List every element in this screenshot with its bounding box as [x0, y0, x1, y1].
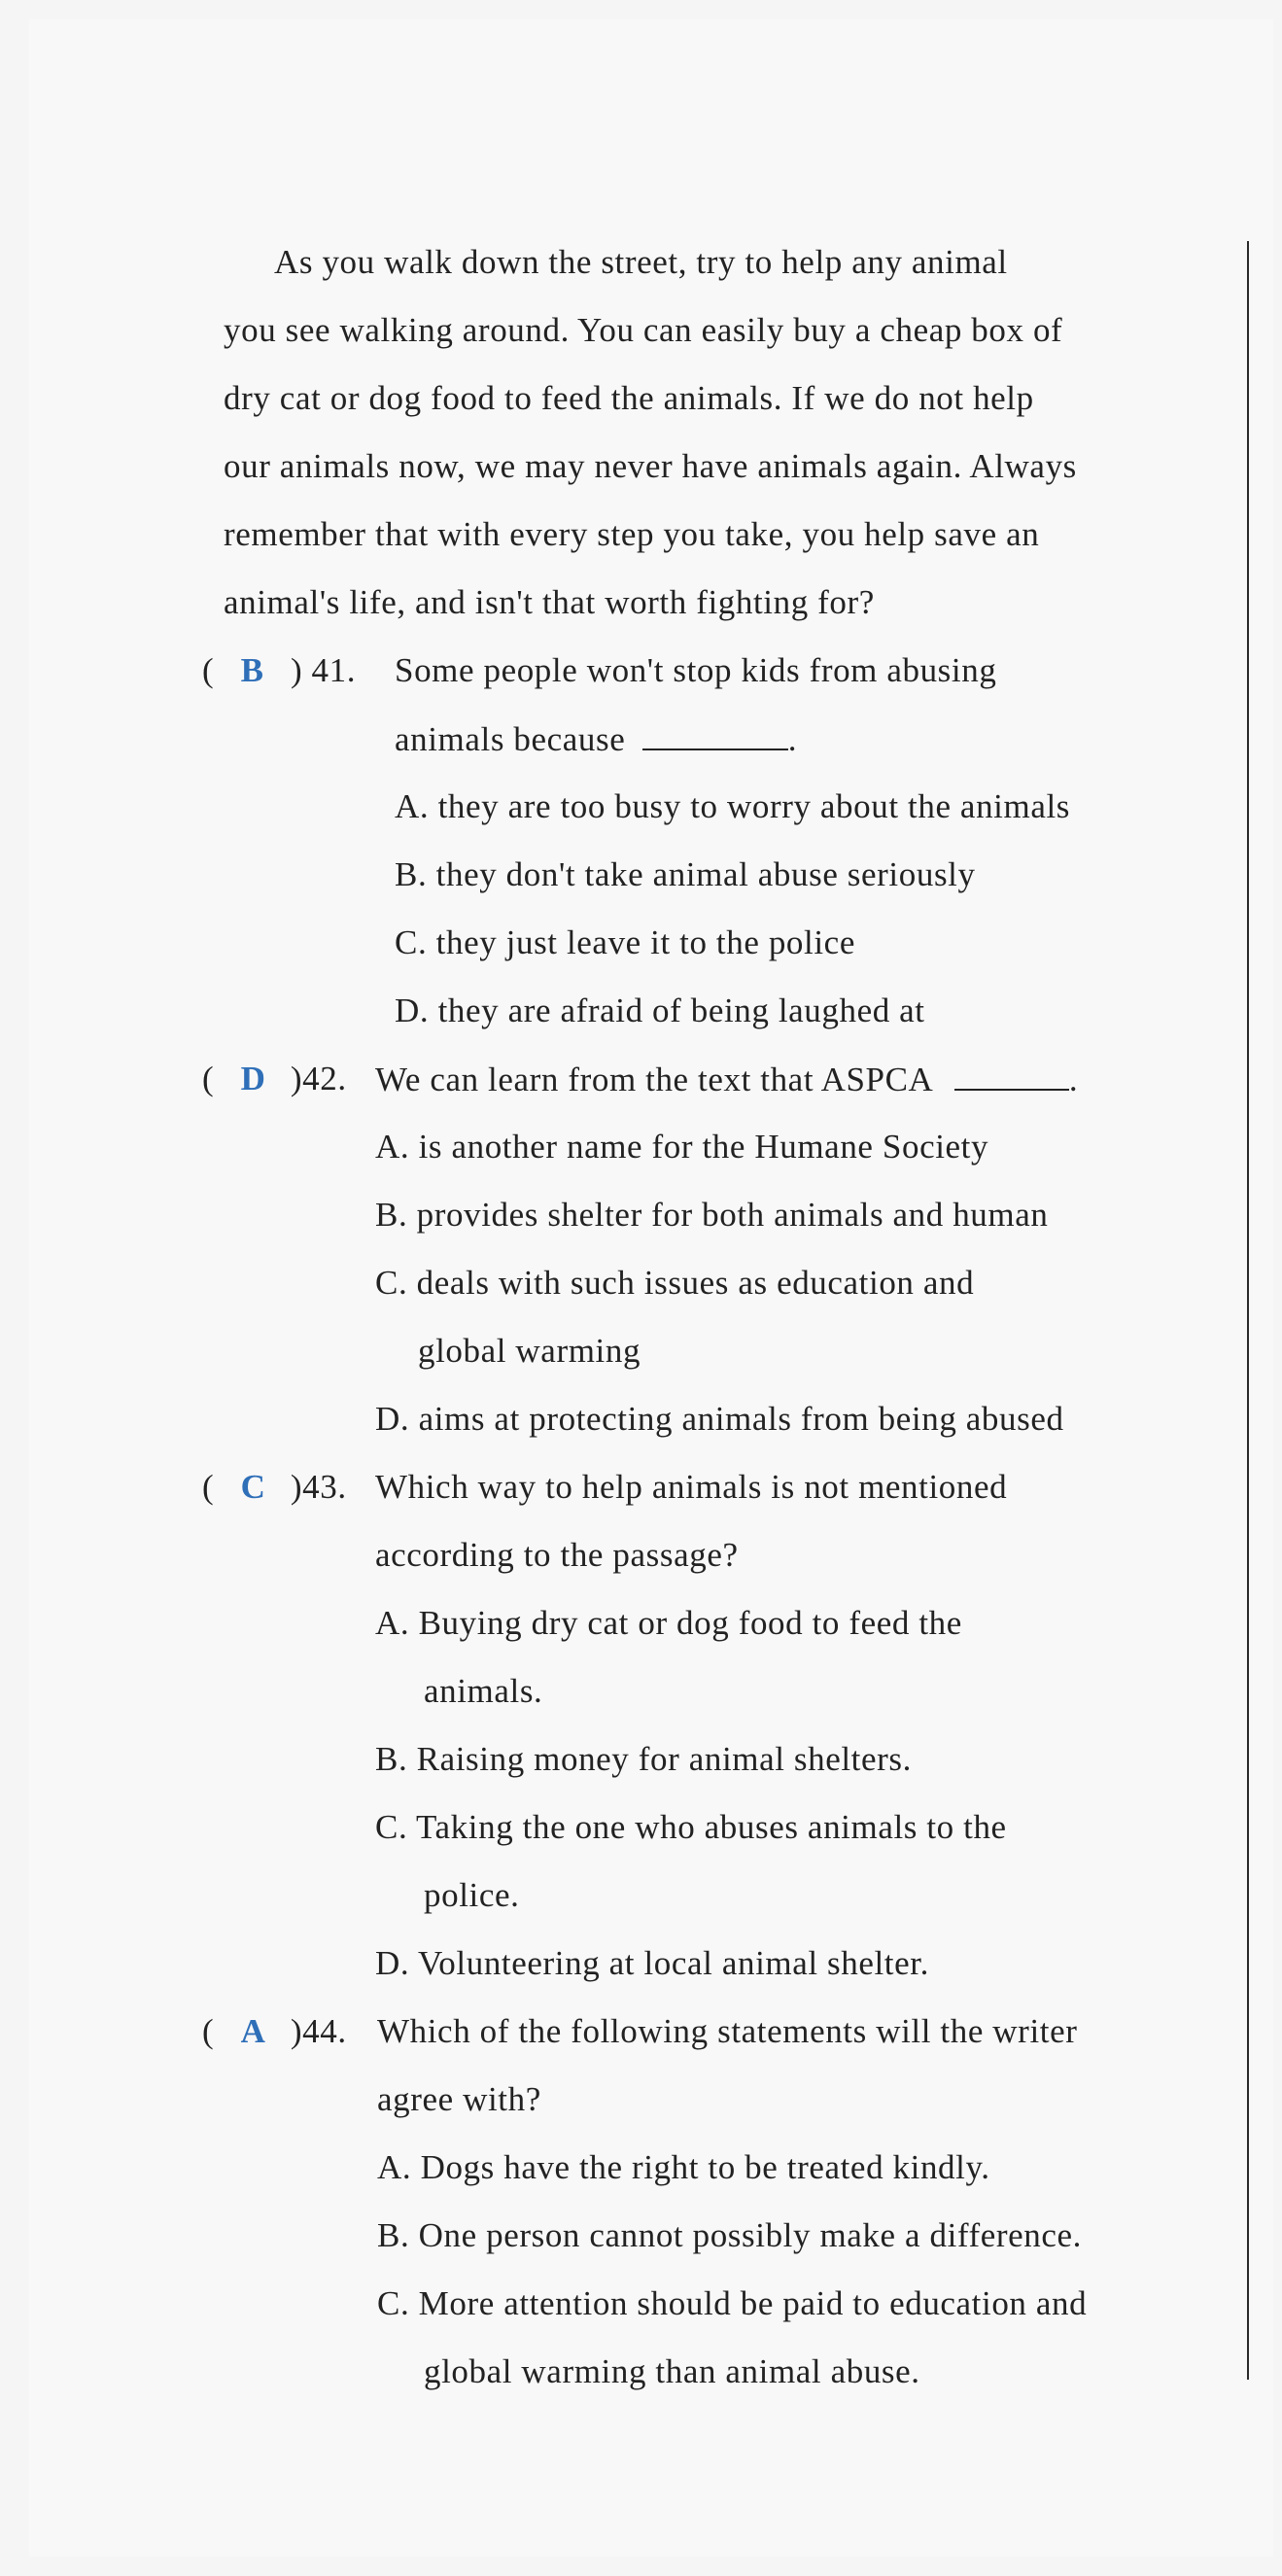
option-b: B. provides shelter for both animals and human: [375, 1196, 1049, 1234]
option-a: A. Buying dry cat or dog food to feed the: [375, 1604, 962, 1642]
question-41-stem-cont: [395, 719, 797, 759]
worksheet: [29, 19, 1273, 2557]
stem-end: .: [1068, 1061, 1079, 1098]
answer-mark: D: [240, 1060, 266, 1097]
stem-text: animals because: [395, 720, 626, 758]
option-b: B. Raising money for animal shelters.: [375, 1740, 912, 1778]
question-44-prefix: [202, 2012, 347, 2051]
passage-line: dry cat or dog food to feed the animals. If we do not help: [224, 379, 1034, 417]
stem-end: .: [787, 720, 798, 758]
option-c-cont: global warming than animal abuse.: [424, 2352, 920, 2390]
question-42-stem: [375, 1060, 1078, 1099]
question-44-stem-cont: agree with?: [377, 2080, 541, 2118]
option-a: A. they are too busy to worry about the animals: [395, 787, 1070, 825]
passage-line: As you walk down the street, try to help any animal: [274, 243, 1008, 281]
passage-line: animal's life, and isn't that worth fighting for?: [224, 583, 875, 621]
question-43-stem-cont: according to the passage?: [375, 1536, 739, 1574]
option-a: A. is another name for the Humane Society: [375, 1128, 989, 1166]
open-paren: (: [202, 1468, 215, 1506]
question-44-stem: Which of the following statements will the writer: [377, 2012, 1078, 2050]
option-d: D. aims at protecting animals from being abused: [375, 1400, 1064, 1438]
question-number: )43.: [290, 1468, 347, 1506]
open-paren: (: [202, 1060, 215, 1097]
question-41-stem: Some people won't stop kids from abusing: [395, 651, 997, 689]
answer-mark: B: [240, 651, 264, 689]
option-b: B. they don't take animal abuse seriously: [395, 855, 976, 893]
option-c-cont: global warming: [418, 1332, 641, 1370]
passage-line: our animals now, we may never have animals again. Always: [224, 447, 1077, 485]
option-a-cont: animals.: [424, 1672, 543, 1710]
option-b: B. One person cannot possibly make a difference.: [377, 2216, 1083, 2254]
option-d: D. Volunteering at local animal shelter.: [375, 1944, 929, 1982]
option-c: C. they just leave it to the police: [395, 923, 855, 961]
option-c: C. Taking the one who abuses animals to the: [375, 1808, 1007, 1846]
open-paren: (: [202, 2012, 215, 2050]
option-c: C. More attention should be paid to education and: [377, 2284, 1088, 2322]
answer-blank: [642, 719, 788, 750]
stem-text: We can learn from the text that ASPCA: [375, 1061, 932, 1098]
question-43-prefix: [202, 1468, 347, 1507]
option-c-cont: police.: [424, 1876, 520, 1914]
question-number: ) 41.: [290, 651, 357, 689]
question-number: )44.: [290, 2012, 347, 2050]
answer-blank: [954, 1060, 1069, 1091]
option-a: A. Dogs have the right to be treated kindly.: [377, 2148, 990, 2186]
option-d: D. they are afraid of being laughed at: [395, 992, 925, 1029]
option-c: C. deals with such issues as education and: [375, 1264, 975, 1302]
margin-rule: [1247, 241, 1249, 2380]
passage-line: remember that with every step you take, you help save an: [224, 515, 1040, 553]
answer-mark: A: [240, 2012, 266, 2050]
question-43-stem: Which way to help animals is not mentioned: [375, 1468, 1008, 1506]
question-number: )42.: [290, 1060, 347, 1097]
passage-line: you see walking around. You can easily buy a cheap box of: [224, 311, 1063, 349]
answer-mark: C: [240, 1468, 266, 1506]
question-41-prefix: [202, 651, 356, 690]
question-42-prefix: [202, 1060, 347, 1098]
open-paren: (: [202, 651, 215, 689]
